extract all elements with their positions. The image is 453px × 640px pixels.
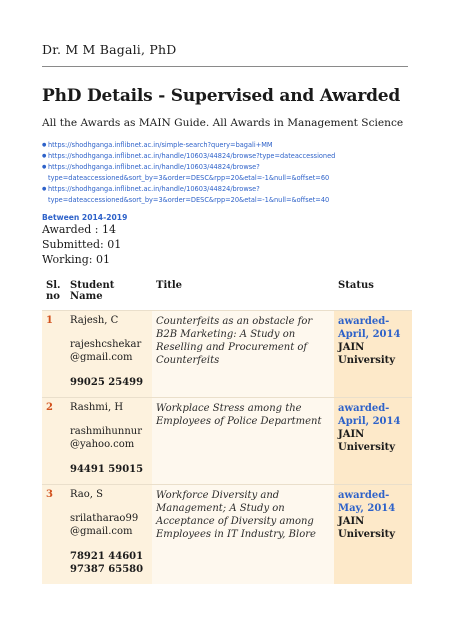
header-divider (42, 66, 408, 67)
status-university: JAIN University (338, 516, 396, 540)
link-item[interactable]: ● https://shodhganga.inflibnet.ac.in/handle/10603/44824/browse?type=dateaccessioned&sort_by=3&order=DESC&rpp=20&etal=-1&null=&offset=60 (42, 162, 412, 184)
period-label: Between 2014-2019 (42, 213, 128, 222)
row-title (152, 311, 334, 398)
phd-table (42, 277, 412, 584)
row-status (334, 398, 412, 485)
thesis-title: Workplace Stress among the Employees of Police Department (156, 403, 322, 427)
link-list (42, 140, 412, 206)
row-student (66, 398, 152, 485)
row-sl: 3 (42, 485, 66, 585)
row-status (334, 485, 412, 585)
student-email: srilatharao99@gmail.com (70, 513, 139, 537)
submitted-count: Submitted: 01 (42, 238, 122, 251)
header-title: Title (156, 280, 183, 291)
row-student (66, 485, 152, 585)
table-row (42, 485, 412, 585)
status-university: JAIN University (338, 342, 396, 366)
header-sl: Sl. no (46, 280, 61, 302)
student-name: Rajesh, C (70, 315, 119, 326)
thesis-title: Counterfeits as an obstacle for B2B Marketing: A Study on Reselling and Procurement of Counterfeits (156, 316, 313, 366)
table-row (42, 398, 412, 485)
link-item[interactable]: ● https://shodhganga.inflibnet.ac.in/simple-search?query=bagali+MM (42, 140, 412, 151)
header-name: Student Name (70, 280, 115, 302)
student-email: rajeshcshekar@gmail.com (70, 339, 142, 363)
table-row (42, 311, 412, 398)
row-title (152, 485, 334, 585)
student-name: Rashmi, H (70, 402, 124, 413)
page-title: PhD Details - Supervised and Awarded (42, 86, 401, 106)
counts-block (42, 222, 121, 267)
student-phone: 94491 59015 (70, 464, 144, 475)
row-status (334, 311, 412, 398)
author-name: Dr. M M Bagali, PhD (42, 42, 177, 57)
status-awarded: awarded-April, 2014 (338, 316, 401, 340)
status-awarded: awarded-April, 2014 (338, 403, 401, 427)
row-sl: 2 (42, 398, 66, 485)
status-university: JAIN University (338, 429, 396, 453)
student-phone: 97387 65580 (70, 564, 144, 575)
row-title (152, 398, 334, 485)
header-status: Status (338, 280, 374, 291)
thesis-title: Workforce Diversity and Management; A Study on Acceptance of Diversity among Employees in IT Industry, Blore (156, 490, 316, 540)
link-item[interactable]: ● https://shodhganga.inflibnet.ac.in/handle/10603/44824/browse?type=dateaccessioned&sort_by=3&order=DESC&rpp=20&etal=-1&null=&offset=40 (42, 184, 412, 206)
page-subtitle: All the Awards as MAIN Guide. All Awards in Management Science (42, 117, 404, 129)
status-awarded: awarded-May, 2014 (338, 490, 396, 514)
student-email: rashmihunnur@yahoo.com (70, 426, 142, 450)
working-count: Working: 01 (42, 253, 110, 266)
awarded-count: Awarded : 14 (42, 223, 116, 236)
row-sl: 1 (42, 311, 66, 398)
link-item[interactable]: ● https://shodhganga.inflibnet.ac.in/handle/10603/44824/browse?type=dateaccessioned (42, 151, 412, 162)
student-name: Rao, S (70, 489, 103, 500)
student-phone: 99025 25499 (70, 377, 144, 388)
student-phone: 78921 44601 (70, 551, 144, 562)
row-student (66, 311, 152, 398)
table-header-row (42, 277, 412, 311)
